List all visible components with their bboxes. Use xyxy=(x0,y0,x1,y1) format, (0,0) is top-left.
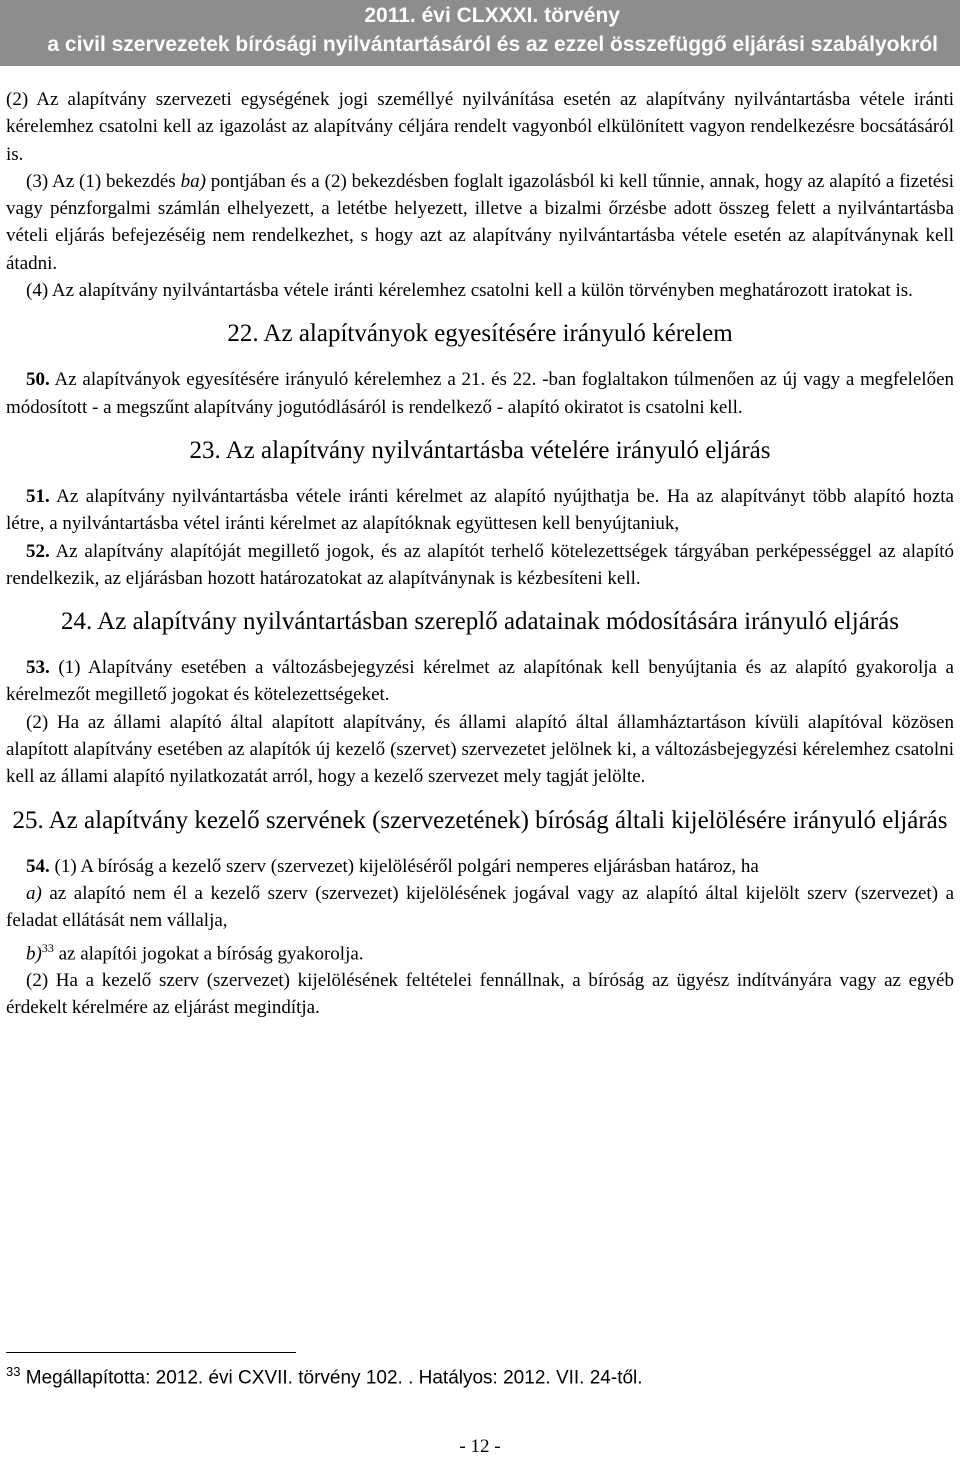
page-header xyxy=(0,0,960,66)
footnote: $^{33}$ Megállapította: 2012. évi CXVII. törvény 102. . Hatályos: 2012. VII. 24-től. xyxy=(6,1364,643,1389)
section-54-a: a) az alapító nem él a kezelő szerv (szervezet) kijelölésének jogával vagy az alapító által kijelölt szerv (szervezet) a feladat ellátását nem vállalja, xyxy=(6,882,954,932)
heading-24: 24. Az alapítvány nyilvántartásban szereplő adatainak módosítására irányuló eljárás xyxy=(61,608,899,636)
section-50: 50. Az alapítványok egyesítésére irányuló kérelemhez a 21. és 22. -ban foglaltakon túlmenően az új vagy a megfelelően módosított - a megszűnt alapítvány jogutódlásáról is rendelkező - alapító okiratot is csatolni kell. xyxy=(6,369,954,418)
section-52: 52. Az alapítvány alapítóját megillető jogok, és az alapítót terhelő kötelezettségek tárgyában perképességgel az alapító rendelkezik, az eljárásban hozott határozatokat az alapítványnak is kézbesíteni kell. xyxy=(6,540,954,589)
heading-22: 22. Az alapítványok egyesítésére irányuló kérelem xyxy=(227,320,733,348)
heading-25: 25. Az alapítvány kezelő szervének (szervezetének) bíróság általi kijelölésére irányuló eljárás xyxy=(12,806,948,834)
section-53-2: (2) Ha az állami alapító által alapított alapítvány, és állami alapító által államháztartáson kívüli alapítóval közösen alapított alapítvány esetében az alapítók új kezelő (szervet) szervezetet jelölnek ki, a változásbejegyzési kérelemhez csatolni kell az állami alapító nyilatkozatát arról, hogy a kezelő szervezet mely tagját jelölte. xyxy=(6,711,954,788)
header-law-subtitle: a civil szervezetek bírósági nyilvántartásáról és az ezzel összefüggő eljárási szabályokról xyxy=(47,33,938,56)
section-54-b: b)$^{33}$ az alapítói jogokat a bíróság gyakorolja. xyxy=(26,940,364,964)
footnote-divider xyxy=(6,1352,296,1353)
header-law-title: 2011. évi CLXXXI. törvény xyxy=(364,4,620,27)
heading-23: 23. Az alapítvány nyilvántartásba vételére irányuló eljárás xyxy=(189,436,771,464)
section-54: 54. (1) A bíróság a kezelő szerv (szervezet) kijelöléséről polgári nemperes eljárásban határoz, ha xyxy=(26,855,759,877)
page-number: - 12 - xyxy=(459,1436,501,1457)
paragraph-2: (2) Az alapítvány szervezeti egységének jogi személlyé nyilvánítása esetén az alapítvány nyilvántartásba vétele iránti kérelemhez csatolni kell az igazolást az alapítvány céljára rendelt vagyonból elkülönített vagyon rendelkezésre bocsátásáról is. xyxy=(6,89,954,165)
section-54-2: (2) Ha a kezelő szerv (szervezet) kijelölésének feltételei fennállnak, a bíróság az ügyész indítványára vagy az egyéb érdekelt kérelmére az eljárást megindítja. xyxy=(6,970,954,1019)
paragraph-4: (4) Az alapítvány nyilvántartásba vétele iránti kérelemhez csatolni kell a külön törvényben meghatározott iratokat is. xyxy=(26,280,913,302)
footnote-ref[interactable]: 33 xyxy=(41,940,54,955)
paragraph-3: (3) Az (1) bekezdés ba) pontjában és a (2) bekezdésben foglalt igazolásból ki kell tűnnie, annak, hogy az alapító a fizetési vagy pénzforgalmi számlán elhelyezett, a letétbe helyezett, illetve a bizalmi őrzésbe adott összeg felett a nyilvántartásba vételi eljárás befejezéséig nem rendelkezhet, s hogy azt az alapítvány nyilvántartásba vétele esetén az alapítványnak kell átadni. xyxy=(6,170,955,274)
section-51: 51. Az alapítvány nyilvántartásba vétele iránti kérelmet az alapító nyújthatja be. Ha az alapítványt több alapító hozta létre, a nyilvántartásba vétel iránti kérelmet az alapítóknak együttesen kell benyújtaniuk, xyxy=(6,485,954,535)
section-53: 53. (1) Alapítvány esetében a változásbejegyzési kérelmet az alapítónak kell benyújtania és az alapító gyakorolja a kérelmezőt megillető jogokat és kötelezettségeket. xyxy=(6,657,954,706)
document-body xyxy=(6,86,954,1022)
